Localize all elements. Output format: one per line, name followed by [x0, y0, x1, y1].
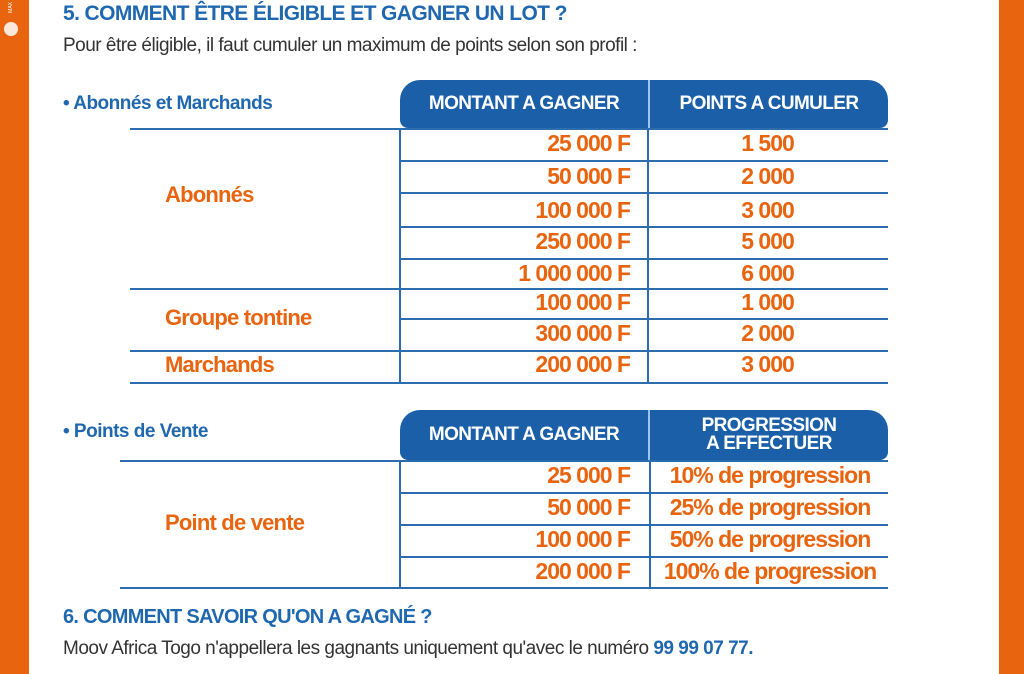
- group-label: Groupe tontine: [165, 305, 312, 330]
- amount-cell: 1 000 000 F: [518, 260, 630, 286]
- right-orange-band: [999, 0, 1024, 674]
- points-cell: 3 000: [741, 197, 794, 223]
- brand-logo-icon: [4, 22, 18, 36]
- table2-header-amount: MONTANT A GAGNER: [400, 410, 650, 460]
- amount-cell: 100 000 F: [535, 197, 630, 223]
- progress-cell: 100% de progression: [663, 558, 877, 584]
- table2-bullet: • Points de Vente: [63, 421, 208, 442]
- table1-header-amount: MONTANT A GAGNER: [400, 80, 650, 128]
- brand-text: MAX: [8, 2, 14, 13]
- header-line: A EFFECTUER: [706, 433, 832, 454]
- divider: [120, 587, 888, 589]
- section6-title: 6. COMMENT SAVOIR QU'ON A GAGNÉ ?: [63, 606, 432, 628]
- table2-header: [400, 410, 888, 460]
- section5-intro: Pour être éligible, il faut cumuler un maximum de points selon son profil :: [63, 35, 637, 56]
- amount-cell: 25 000 F: [547, 130, 630, 156]
- divider: [399, 128, 401, 383]
- left-orange-band: [0, 0, 29, 674]
- group-label: Point de vente: [165, 510, 305, 535]
- amount-cell: 50 000 F: [547, 494, 630, 520]
- divider: [400, 192, 888, 194]
- divider: [647, 128, 649, 383]
- progress-cell: 50% de progression: [669, 526, 871, 552]
- table2-header-progress: [650, 410, 888, 460]
- table1-header: [400, 80, 888, 128]
- divider: [400, 160, 888, 162]
- amount-cell: 25 000 F: [547, 462, 630, 488]
- section6-sentence: Moov Africa Togo n'appellera les gagnants uniquement qu'avec le numéro: [63, 638, 654, 659]
- points-cell: 1 000: [741, 289, 794, 315]
- amount-cell: 100 000 F: [535, 289, 630, 315]
- group-label: Marchands: [165, 352, 274, 377]
- amount-cell: 50 000 F: [547, 163, 630, 189]
- header-line: PROGRESSION: [701, 415, 837, 436]
- points-cell: 1 500: [741, 130, 794, 156]
- phone-number: 99 99 07 77.: [653, 638, 754, 659]
- points-cell: 6 000: [741, 260, 794, 286]
- section6-text: [63, 638, 753, 660]
- table1-header-points: POINTS A CUMULER: [679, 93, 859, 114]
- amount-cell: 200 000 F: [535, 558, 630, 584]
- amount-cell: 300 000 F: [535, 320, 630, 346]
- points-cell: 2 000: [741, 163, 794, 189]
- divider: [130, 382, 888, 384]
- points-cell: 2 000: [741, 320, 794, 346]
- amount-cell: 100 000 F: [535, 526, 630, 552]
- progress-cell: 10% de progression: [669, 462, 871, 488]
- section5-title: 5. COMMENT ÊTRE ÉLIGIBLE ET GAGNER UN LOT ?: [63, 2, 567, 25]
- group-label: Abonnés: [165, 182, 254, 207]
- progress-cell: 25% de progression: [669, 494, 871, 520]
- amount-cell: 200 000 F: [535, 351, 630, 377]
- points-cell: 5 000: [741, 228, 794, 254]
- amount-cell: 250 000 F: [535, 228, 630, 254]
- points-cell: 3 000: [741, 351, 794, 377]
- table1-bullet: • Abonnés et Marchands: [63, 93, 273, 114]
